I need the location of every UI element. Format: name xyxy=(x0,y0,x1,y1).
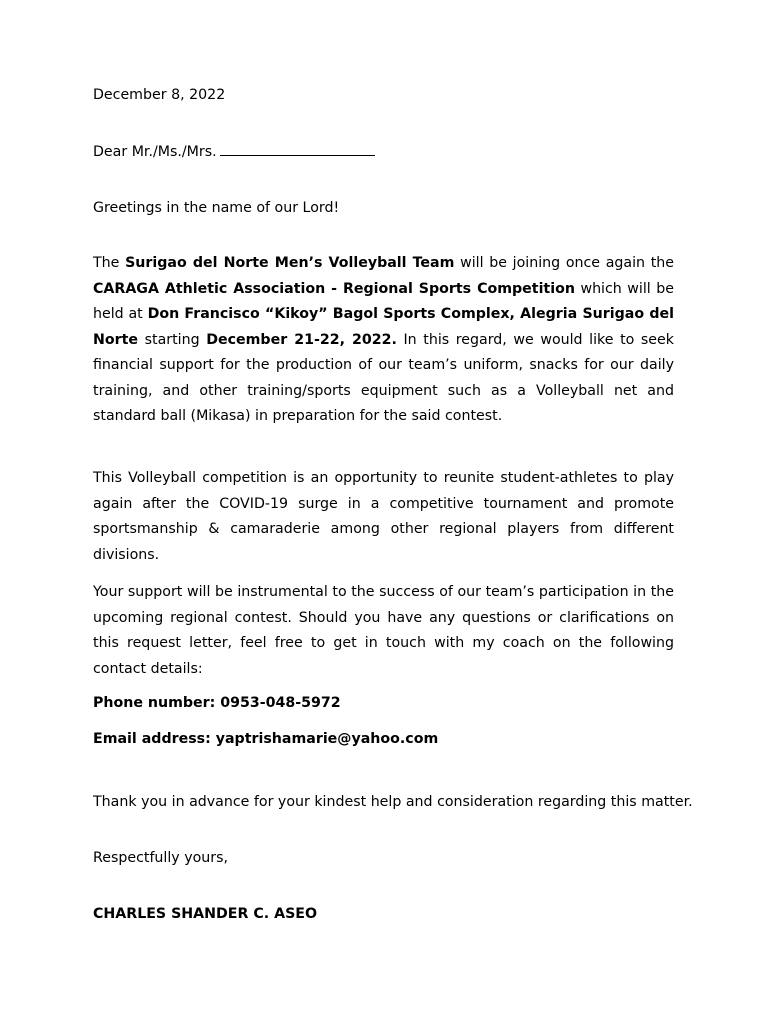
salutation-text: Dear Mr./Ms./Mrs. xyxy=(93,144,217,160)
venue-name: Don Francisco “Kikoy” Bagol Sports Complex, Alegria Surigao del Norte xyxy=(93,306,674,348)
letter-date: December 8, 2022 xyxy=(93,87,226,103)
closing: Respectfully yours, xyxy=(93,850,229,866)
thanks-line: Thank you in advance for your kindest help and consideration regarding this matter. xyxy=(93,794,693,810)
p1-text-3: which will be held at xyxy=(93,280,674,322)
salutation-line xyxy=(93,144,375,160)
team-name: Surigao del Norte Men’s Volleyball Team xyxy=(125,255,455,271)
paragraph-2: This Volleyball competition is an opportunity to reunite student-athletes to play again after the COVID-19 surge in a competitive tournament and promote sportsmanship & camaraderie among other regional players from different divisions. xyxy=(93,470,674,563)
name-blank-line xyxy=(220,154,375,156)
paragraph-1 xyxy=(93,251,674,430)
p1-text-4: starting xyxy=(138,331,207,348)
event-dates: December 21-22, 2022. xyxy=(206,331,397,348)
p1-text-1: The xyxy=(93,255,126,271)
competition-name: CARAGA Athletic Association - Regional Sports Competition xyxy=(93,280,575,297)
email-address: Email address: yaptrishamarie@yahoo.com xyxy=(93,731,439,747)
p1-text-2: will be joining once again the xyxy=(454,255,674,271)
greeting: Greetings in the name of our Lord! xyxy=(93,200,340,216)
p1-text-5: In this regard, we would like to seek financial support for the production of our team’s uniform, snacks for our daily training, and other training/sports equipment such as a Volleyball net and standard ball (Mikasa) in preparation for the said contest. xyxy=(93,331,674,424)
phone-number: Phone number: 0953-048-5972 xyxy=(93,695,341,711)
paragraph-3: Your support will be instrumental to the success of our team’s participation in the upcoming regional contest. Should you have any questions or clarifications on this request letter, feel free to get in touch with my coach on the following contact details: xyxy=(93,584,674,677)
signature-name: CHARLES SHANDER C. ASEO xyxy=(93,906,318,922)
